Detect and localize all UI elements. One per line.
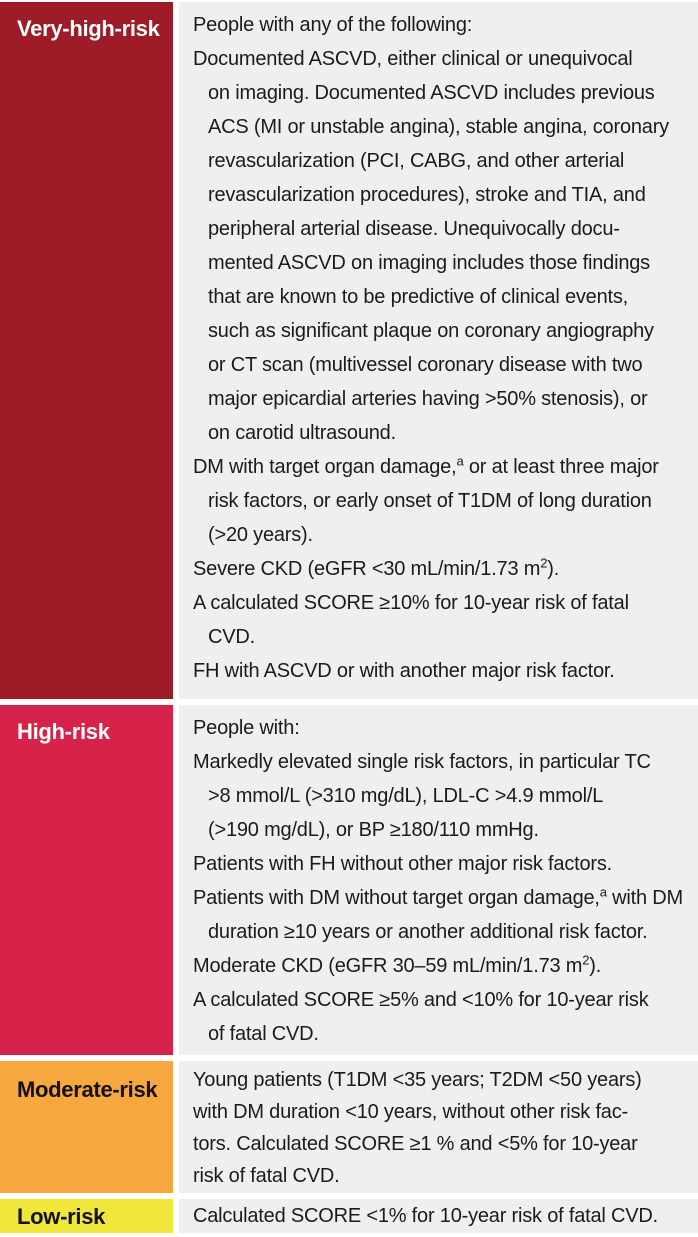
risk-row-low-risk [0,1199,698,1233]
text-line: tors. Calculated SCORE ≥1 % and <5% for 10-year [193,1133,638,1155]
text-line: CVD. [208,626,255,648]
superscript: a [456,453,464,469]
text-line: Patients with DM without target organ damage,$^a$ with DM [193,884,683,909]
criteria-paragraph [193,42,690,450]
text-line: Markedly elevated single risk factors, in particular TC [193,751,651,773]
text-line: revascularization (PCI, CABG, and other arterial [208,150,625,172]
risk-criteria-low-risk [179,1199,698,1233]
text-line: >8 mmol/L (>310 mg/dL), LDL-C >4.9 mmol/L [208,785,604,807]
risk-row-high-risk [0,705,698,1055]
text-line: People with: [193,717,300,739]
text-line: FH with ASCVD or with another major risk factor. [193,660,615,682]
criteria-paragraph [193,552,690,586]
criteria-paragraph [193,450,690,552]
criteria-paragraph [193,711,690,745]
text-line: (>190 mg/dL), or BP ≥180/110 mmHg. [208,819,539,841]
text-line: peripheral arterial disease. Unequivocally docu- [208,218,620,240]
criteria-paragraph [193,949,690,983]
superscript: a [599,884,607,900]
criteria-paragraph [193,1064,690,1192]
text-line: risk factors, or early onset of T1DM of long duration [208,490,652,512]
text-line: Young patients (T1DM <35 years; T2DM <50 years) [193,1069,642,1091]
text-line: on carotid ultrasound. [208,422,396,444]
risk-criteria-very-high-risk [179,2,698,699]
text-line: on imaging. Documented ASCVD includes previous [208,82,655,104]
text-line: Moderate CKD (eGFR 30–59 mL/min/1.73 $m^2$). [193,952,602,977]
risk-criteria-high-risk [179,705,698,1055]
superscript: 2 [582,952,590,968]
risk-category-label-moderate-risk: Moderate-risk [0,1061,173,1193]
text-line: major epicardial arteries having >50% stenosis), or [208,388,648,410]
criteria-paragraph [193,586,690,654]
text-line: A calculated SCORE ≥5% and <10% for 10-year risk [193,989,649,1011]
superscript: 2 [540,555,548,571]
risk-category-label-very-high-risk: Very-high-risk [0,2,173,699]
text-line: DM with target organ damage,$^a$ or at least three major [193,453,659,478]
text-line: of fatal CVD. [208,1023,319,1045]
criteria-paragraph [193,1199,658,1233]
text-line: Patients with FH without other major risk factors. [193,853,613,875]
text-line: duration ≥10 years or another additional risk factor. [208,921,648,943]
risk-category-label-high-risk: High-risk [0,705,173,1055]
risk-category-label-low-risk: Low-risk [0,1199,173,1233]
text-line: ACS (MI or unstable angina), stable angina, coronary [208,116,669,138]
text-line: mented ASCVD on imaging includes those findings [208,252,650,274]
text-line: A calculated SCORE ≥10% for 10-year risk of fatal [193,592,629,614]
text-line: (>20 years). [208,524,313,546]
text-line: Calculated SCORE <1% for 10-year risk of fatal CVD. [193,1205,658,1227]
criteria-paragraph [193,847,690,881]
risk-row-very-high-risk [0,2,698,699]
text-line: such as significant plaque on coronary angiography [208,320,654,342]
text-line: revascularization procedures), stroke and TIA, and [208,184,646,206]
text-line: or CT scan (multivessel coronary disease with two [208,354,643,376]
risk-criteria-moderate-risk [179,1061,698,1193]
criteria-paragraph [193,983,690,1051]
text-line: that are known to be predictive of clinical events, [208,286,629,308]
criteria-paragraph [193,745,690,847]
text-line: People with any of the following: [193,14,473,36]
text-line: Documented ASCVD, either clinical or unequivocal [193,48,633,70]
criteria-paragraph [193,881,690,949]
text-line: risk of fatal CVD. [193,1165,340,1187]
text-line: with DM duration <10 years, without other risk fac- [193,1101,628,1123]
criteria-paragraph [193,654,690,688]
text-line: Severe CKD (eGFR <30 mL/min/1.73 $m^2$). [193,555,560,580]
criteria-paragraph [193,8,690,42]
risk-row-moderate-risk [0,1061,698,1193]
